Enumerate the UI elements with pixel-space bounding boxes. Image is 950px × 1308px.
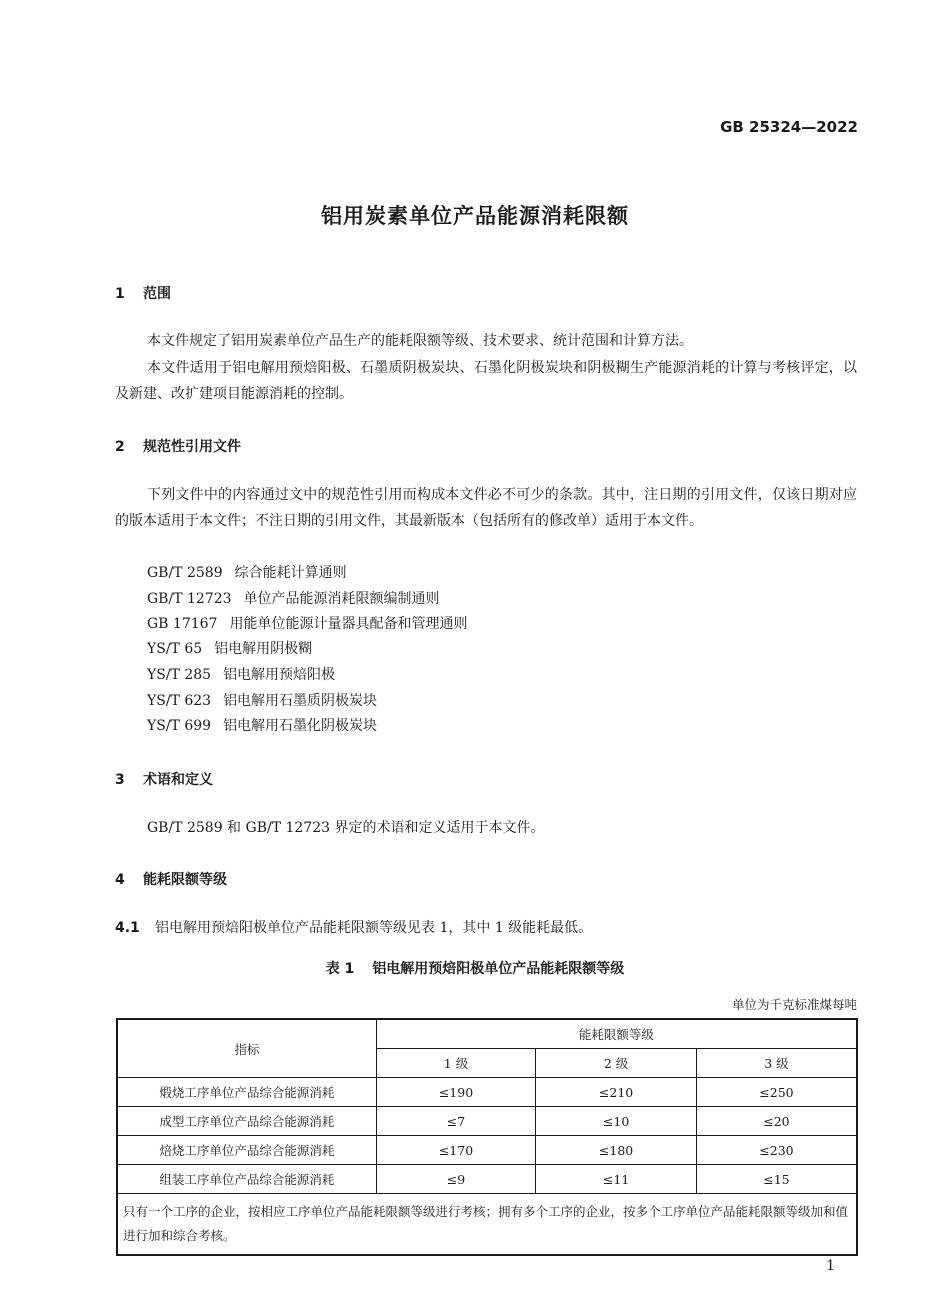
row-value: ≤250	[696, 1078, 857, 1107]
row-value: ≤210	[536, 1078, 697, 1107]
scope-paragraph-1: 本文件规定了铝用炭素单位产品生产的能耗限额等级、技术要求、统计范围和计算方法。	[147, 333, 693, 349]
document-title: 铝用炭素单位产品能源消耗限额	[321, 204, 629, 228]
clause-number: 4.1	[115, 920, 140, 936]
reference-name: 铝电解用预焙阳极	[223, 667, 336, 683]
energy-limit-table	[116, 1018, 858, 1256]
header-grade-3: 3 级	[696, 1049, 857, 1078]
table-unit: 单位为千克标准煤每吨	[731, 997, 857, 1012]
row-value: ≤9	[376, 1165, 536, 1194]
reference-item	[147, 611, 467, 637]
section-2-heading	[115, 436, 241, 456]
reference-name: 铝电解用阴极糊	[214, 641, 313, 657]
section-title: 范围	[143, 286, 171, 302]
section-title: 能耗限额等级	[143, 872, 227, 888]
table-header-row	[117, 1019, 857, 1049]
scope-paragraph-2: 本文件适用于铝电解用预焙阳极、石墨质阴极炭块、石墨化阴极炭块和阴极糊生产能源消耗的计算与考核评定，以及新建、改扩建项目能源消耗的控制。	[115, 360, 857, 402]
row-value: ≤11	[536, 1165, 697, 1194]
table-note: 只有一个工序的企业，按相应工序单位产品能耗限额等级进行考核；拥有多个工序的企业，按多个工序单位产品能耗限额等级加和值进行加和综合考核。	[117, 1194, 857, 1256]
reference-code: YS/T 699	[147, 718, 212, 734]
row-value: ≤180	[536, 1136, 697, 1165]
reference-item	[147, 713, 377, 739]
table-row	[117, 1165, 857, 1194]
section-1-heading	[115, 283, 171, 303]
reference-item	[147, 586, 440, 612]
standard-number: GB 25324—2022	[720, 118, 858, 136]
section-4-heading	[115, 869, 227, 889]
reference-name: 铝电解用石墨化阴极炭块	[223, 718, 378, 734]
section-title: 规范性引用文件	[143, 439, 241, 455]
references-intro: 下列文件中的内容通过文中的规范性引用而构成本文件必不可少的条款。其中，注日期的引用文件，仅该日期对应的版本适用于本文件；不注日期的引用文件，其最新版本（包括所有的修改单）适用于本文件。	[115, 487, 857, 529]
table-title	[0, 958, 950, 978]
reference-code: YS/T 623	[147, 693, 212, 709]
table-row	[117, 1107, 857, 1136]
terms-paragraph: GB/T 2589 和 GB/T 12723 界定的术语和定义适用于本文件。	[147, 820, 545, 836]
reference-item	[147, 560, 347, 586]
header-grade-1: 1 级	[376, 1049, 536, 1078]
row-value: ≤10	[536, 1107, 697, 1136]
header-grade-2: 2 级	[536, 1049, 697, 1078]
clause-text: 铝电解用预焙阳极单位产品能耗限额等级见表 1，其中 1 级能耗最低。	[155, 920, 593, 936]
reference-code: GB 17167	[147, 616, 218, 632]
table-number: 表 1	[325, 961, 355, 977]
row-indicator: 煅烧工序单位产品综合能源消耗	[117, 1078, 376, 1107]
reference-code: GB/T 12723	[147, 591, 232, 607]
reference-name: 用能单位能源计量器具配备和管理通则	[229, 616, 468, 632]
row-value: ≤7	[376, 1107, 536, 1136]
header-indicator: 指标	[117, 1019, 376, 1078]
row-value: ≤20	[696, 1107, 857, 1136]
table-note-row	[117, 1194, 857, 1256]
row-value: ≤190	[376, 1078, 536, 1107]
reference-item	[147, 662, 335, 688]
section-title: 术语和定义	[143, 772, 213, 788]
row-indicator: 组装工序单位产品综合能源消耗	[117, 1165, 376, 1194]
section-number: 2	[115, 439, 125, 455]
table-caption: 铝电解用预焙阳极单位产品能耗限额等级	[372, 961, 625, 977]
row-indicator: 焙烧工序单位产品综合能源消耗	[117, 1136, 376, 1165]
table-row	[117, 1078, 857, 1107]
header-grade-group: 能耗限额等级	[376, 1019, 857, 1049]
row-value: ≤170	[376, 1136, 536, 1165]
table-row	[117, 1136, 857, 1165]
section-number: 4	[115, 872, 125, 888]
section-number: 3	[115, 772, 125, 788]
reference-item	[147, 636, 312, 662]
row-value: ≤15	[696, 1165, 857, 1194]
reference-code: GB/T 2589	[147, 565, 223, 581]
row-indicator: 成型工序单位产品综合能源消耗	[117, 1107, 376, 1136]
reference-name: 单位产品能源消耗限额编制通则	[243, 591, 440, 607]
row-value: ≤230	[696, 1136, 857, 1165]
reference-name: 综合能耗计算通则	[234, 565, 347, 581]
reference-item	[147, 688, 377, 714]
reference-code: YS/T 65	[147, 641, 203, 657]
page-number: 1	[826, 1258, 835, 1274]
section-3-heading	[115, 769, 213, 789]
clause-4-1	[115, 917, 592, 937]
reference-name: 铝电解用石墨质阴极炭块	[223, 693, 378, 709]
section-number: 1	[115, 286, 125, 302]
reference-code: YS/T 285	[147, 667, 212, 683]
